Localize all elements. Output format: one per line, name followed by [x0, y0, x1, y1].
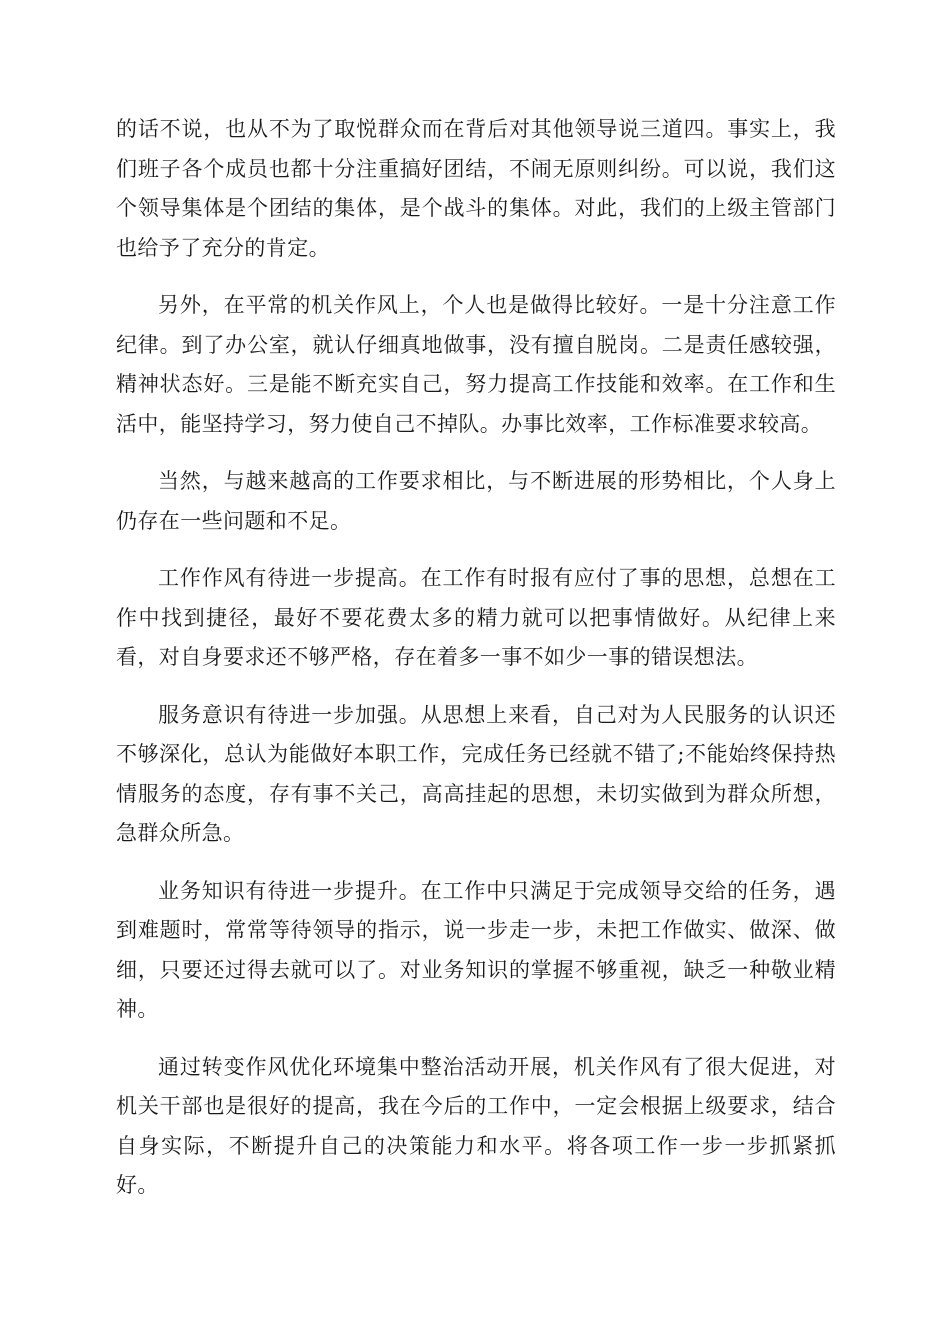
paragraph-6: 业务知识有待进一步提升。在工作中只满足于完成领导交给的任务，遇到难题时，常常等待领导的指示，说一步走一步，未把工作做实、做深、做细，只要还过得去就可以了。对业务知识的掌握不够重视，缺乏一种敬业精神。 [116, 878, 836, 1021]
paragraph-5: 服务意识有待进一步加强。从思想上来看，自己对为人民服务的认识还不够深化，总认为能做好本职工作，完成任务已经就不错了;不能始终保持热情服务的态度，存有事不关己，高高挂起的思想，未切实做到为群众所想，急群众所急。 [116, 702, 836, 845]
paragraph-7: 通过转变作风优化环境集中整治活动开展，机关作风有了很大促进，对机关干部也是很好的提高，我在今后的工作中，一定会根据上级要求，结合自身实际，不断提升自己的决策能力和水平。将各项工作一步一步抓紧抓好。 [116, 1054, 836, 1197]
paragraph-3: 当然，与越来越高的工作要求相比，与不断进展的形势相比，个人身上仍存在一些问题和不足。 [116, 469, 836, 533]
paragraph-2: 另外，在平常的机关作风上，个人也是做得比较好。一是十分注意工作纪律。到了办公室，就认仔细真地做事，没有擅自脱岗。二是责任感较强，精神状态好。三是能不断充实自己，努力提高工作技能和效率。在工作和生活中，能坚持学习，努力使自己不掉队。办事比效率，工作标准要求较高。 [116, 293, 836, 436]
paragraph-4: 工作作风有待进一步提高。在工作有时报有应付了事的思想，总想在工作中找到捷径，最好不要花费太多的精力就可以把事情做好。从纪律上来看，对自身要求还不够严格，存在着多一事不如少一事的错误想法。 [116, 566, 836, 669]
paragraph-1: 的话不说，也从不为了取悦群众而在背后对其他领导说三道四。事实上，我们班子各个成员也都十分注重搞好团结，不闹无原则纠纷。可以说，我们这个领导集体是个团结的集体，是个战斗的集体。对此，我们的上级主管部门也给予了充分的肯定。 [116, 117, 836, 260]
document-body [116, 110, 836, 1224]
